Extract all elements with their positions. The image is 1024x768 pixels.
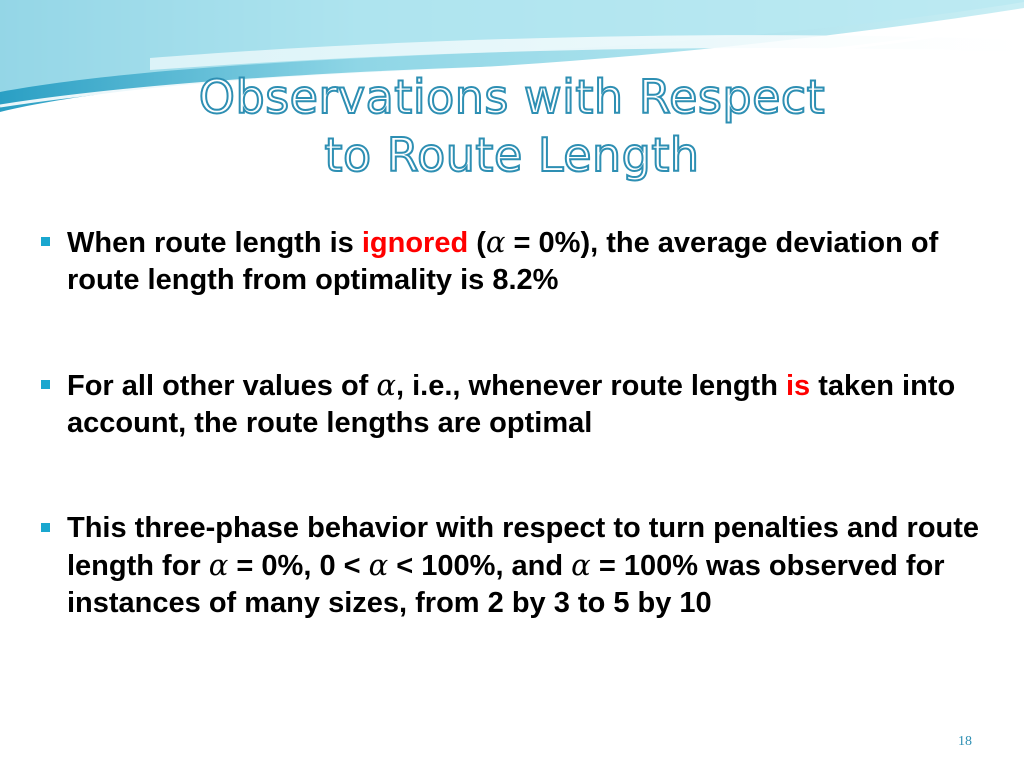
- square-bullet-icon: [41, 237, 50, 246]
- page-number: 18: [958, 734, 972, 749]
- slide-title: [0, 68, 1024, 184]
- bullet-text: < 100%, and: [388, 550, 572, 582]
- bullet-text: taken into account, the route lengths are optimal: [67, 370, 956, 439]
- slide-title-line-2: to Route Length: [324, 128, 700, 182]
- slide-title-line-1: Observations with Respect: [198, 70, 826, 124]
- bullet-text: When route length is: [67, 227, 362, 259]
- bullet-text: , i.e., whenever route length: [396, 370, 786, 402]
- alpha-symbol: α: [485, 225, 506, 259]
- bullet-text: For all other values of: [67, 370, 377, 402]
- square-bullet-icon: [41, 380, 50, 389]
- highlight-text: ignored: [361, 227, 469, 259]
- square-bullet-icon: [41, 523, 50, 532]
- bullet-item-route-accounted: [40, 367, 980, 442]
- bullet-text: = 0%), the average deviation of route length from optimality is 8.2%: [67, 227, 939, 296]
- bullet-item-three-phase: [40, 510, 980, 622]
- alpha-symbol: α: [208, 548, 229, 582]
- bullet-list: [40, 224, 980, 622]
- alpha-symbol: α: [376, 368, 396, 402]
- highlight-text: is: [785, 370, 811, 402]
- bullet-text: = 100% was observed for instances of many sizes, from 2 by 3 to 5 by 10: [67, 550, 945, 619]
- bullet-text: This three-phase behavior with respect to turn penalties and route length for: [67, 512, 980, 582]
- alpha-symbol: α: [571, 548, 591, 582]
- bullet-text: = 0%, 0 <: [228, 550, 369, 582]
- bullet-text: (: [468, 227, 486, 259]
- alpha-symbol: α: [368, 548, 389, 582]
- bullet-item-route-ignored: [40, 224, 980, 299]
